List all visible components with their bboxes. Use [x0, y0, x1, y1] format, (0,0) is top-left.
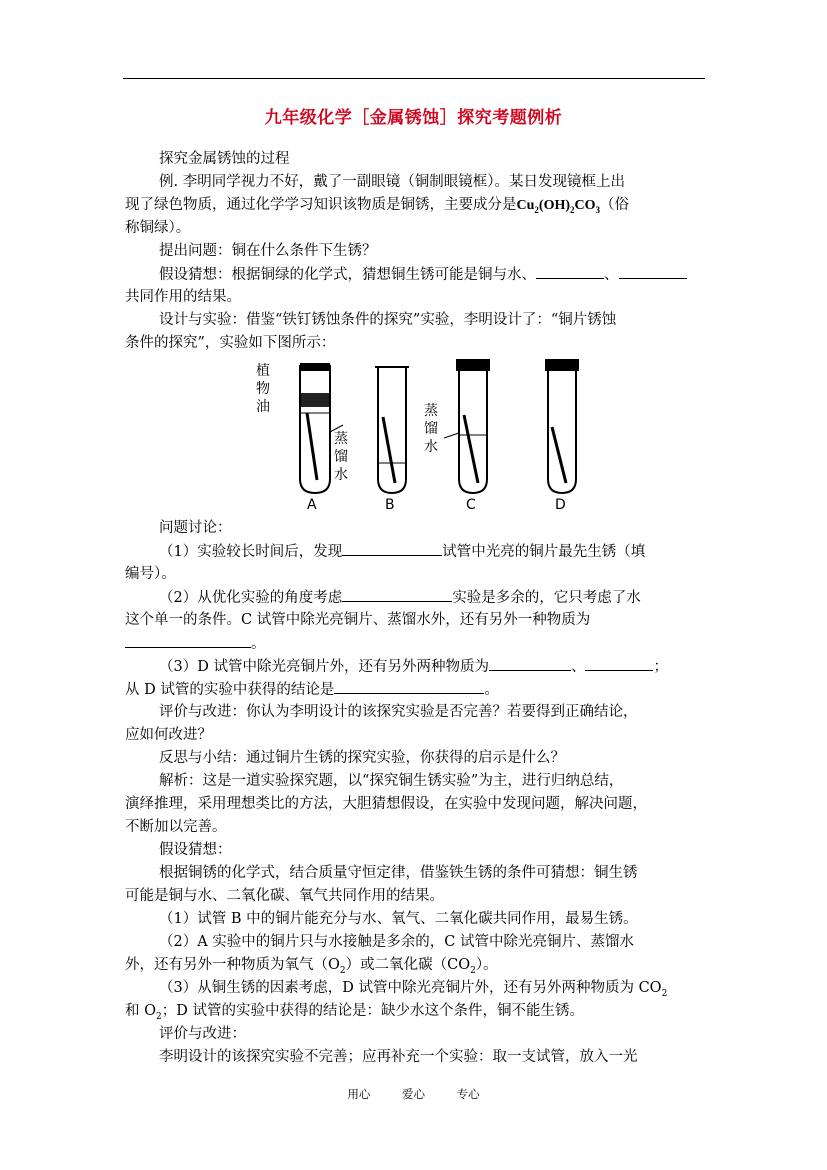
- tube-c-stopper: [456, 359, 490, 371]
- test-tube-figure: [248, 355, 588, 510]
- question-line: 提出问题：铜在什么条件下生锈？: [159, 243, 377, 259]
- answer-blank: [342, 586, 452, 602]
- question-1-line: （1）实验较长时间后，发现 试管中光亮的铜片最先生锈（填: [125, 540, 744, 564]
- question-2-line: 。: [125, 632, 710, 656]
- question-2-line: 这个单一的条件。C 试管中除光亮铜片、蒸馏水外，还有另外一种物质为: [125, 612, 591, 628]
- answer-3-line: 和 $O_2$；D 试管的实验中获得的结论是：缺少水这个条件，铜不能生锈。: [125, 1003, 584, 1022]
- answer-2-line: 外，还有另外一种物质为氧气$(O_2)$或二氧化碳$(CO_2)$。: [125, 957, 498, 976]
- water-label-c-3: 水: [424, 439, 438, 455]
- question-3-line: （3）D 试管中除光亮铜片外，还有另外两种物质为 、 ；: [125, 655, 744, 679]
- tube-a-cotton: [300, 363, 330, 371]
- answer-line: 可能是铜与水、二氧化碳、氧气共同作用的结果。: [125, 888, 444, 904]
- paragraph-line: 设计与实验：借鉴“铁钉锈蚀条件的探究”实验，李明设计了：“铜片锈蚀: [159, 312, 617, 328]
- water-label-c-2: 馏: [424, 421, 438, 437]
- answer-heading: 假设猜想：: [159, 842, 232, 858]
- tube-label-d: D: [555, 497, 566, 510]
- question-2-line: （2）从优化实验的角度考虑 实验是多余的，它只考虑了水: [125, 586, 744, 610]
- evaluation-line: 评价与改进：你认为李明设计的该探究实验是否完善？若要得到正确结论，: [159, 704, 638, 720]
- water-label-a-2: 馏: [334, 449, 348, 465]
- evaluation-line: 应如何改进？: [125, 727, 212, 743]
- paragraph-line: 现了绿色物质，通过化学学习知识该物质是铜锈，主要成分是$Cu_2(OH)_2CO_3$（俗: [125, 197, 630, 215]
- paragraph-line: 条件的探究”，实验如下图所示：: [125, 335, 336, 351]
- answer-blank: [585, 655, 653, 671]
- footer-item: 专心: [456, 1087, 480, 1101]
- section-heading: 探究金属锈蚀的过程: [159, 151, 290, 167]
- tube-label-b: B: [385, 497, 395, 510]
- copper-rust-formula: $Cu_2(OH)_2CO_3$: [516, 198, 601, 215]
- discussion-heading: 问题讨论：: [159, 520, 232, 536]
- reflection-line: 反思与小结：通过铜片生锈的探究实验，你获得的启示是什么？: [159, 750, 565, 766]
- tube-label-a: A: [307, 497, 317, 510]
- answer-blank: [536, 263, 604, 279]
- oil-label-3: 油: [256, 399, 270, 415]
- question-1-line: 编号）。: [125, 566, 176, 582]
- tube-a-oil: [301, 393, 329, 407]
- answer-blank: [334, 678, 484, 694]
- tube-d: [545, 359, 579, 493]
- tube-d-stopper: [545, 359, 579, 371]
- tube-b: [375, 367, 409, 493]
- oil-label-2: 物: [256, 381, 270, 397]
- improvement-heading: 评价与改进：: [159, 1026, 246, 1042]
- header-rule: [123, 78, 705, 79]
- analysis-line: 演绎推理，采用理想类比的方法，大胆猜想假设，在实验中发现问题，解决问题，: [125, 796, 647, 812]
- analysis-line: 解析：这是一道实验探究题，以“探究铜生锈实验”为主，进行归纳总结，: [159, 773, 624, 789]
- answer-blank: [125, 632, 251, 648]
- footer-item: 爱心: [402, 1087, 425, 1101]
- tube-c: [444, 359, 490, 493]
- page-title: 九年级化学［金属锈蚀］探究考题例析: [264, 108, 563, 128]
- answer-2-line: （2）A 实验中的铜片只与水接触是多余的，C 试管中除光亮铜片、蒸馏水: [159, 934, 635, 950]
- answer-blank: [342, 540, 442, 556]
- answer-blank: [489, 655, 571, 671]
- water-label-c-1: 蒸: [424, 403, 438, 419]
- paragraph-line: 例. 李明同学视力不好，戴了一副眼镜（铜制眼镜框）。某日发现镜框上出: [159, 174, 625, 190]
- oil-label-1: 植: [256, 363, 270, 379]
- water-label-a-1: 蒸: [334, 431, 348, 447]
- improvement-line: 李明设计的该探究实验不完善；应再补充一个实验：取一支试管，放入一光: [159, 1049, 638, 1065]
- paragraph-line: 称铜绿）。: [125, 220, 191, 236]
- hypothesis-line: 假设猜想：根据铜绿的化学式，猜想铜生锈可能是铜与水、 、: [125, 263, 744, 287]
- question-3-line: 从 D 试管的实验中获得的结论是 。: [125, 678, 710, 702]
- water-label-a-3: 水: [334, 467, 348, 483]
- answer-line: 根据铜锈的化学式，结合质量守恒定律，借鉴铁生锈的条件可猜想：铜生锈: [159, 865, 638, 881]
- answer-blank: [619, 263, 687, 279]
- tube-label-c: C: [466, 497, 476, 510]
- analysis-line: 不断加以完善。: [125, 819, 227, 835]
- page-footer: [0, 1086, 827, 1102]
- answer-3-line: （3）从铜生锈的因素考虑，D 试管中除光亮铜片外，还有另外两种物质为 $CO_2$: [159, 980, 668, 999]
- answer-1-line: （1）试管 B 中的铜片能充分与水、氧气、二氧化碳共同作用，最易生锈。: [159, 911, 638, 927]
- footer-item: 用心: [347, 1087, 371, 1101]
- paragraph-line: 共同作用的结果。: [125, 289, 241, 305]
